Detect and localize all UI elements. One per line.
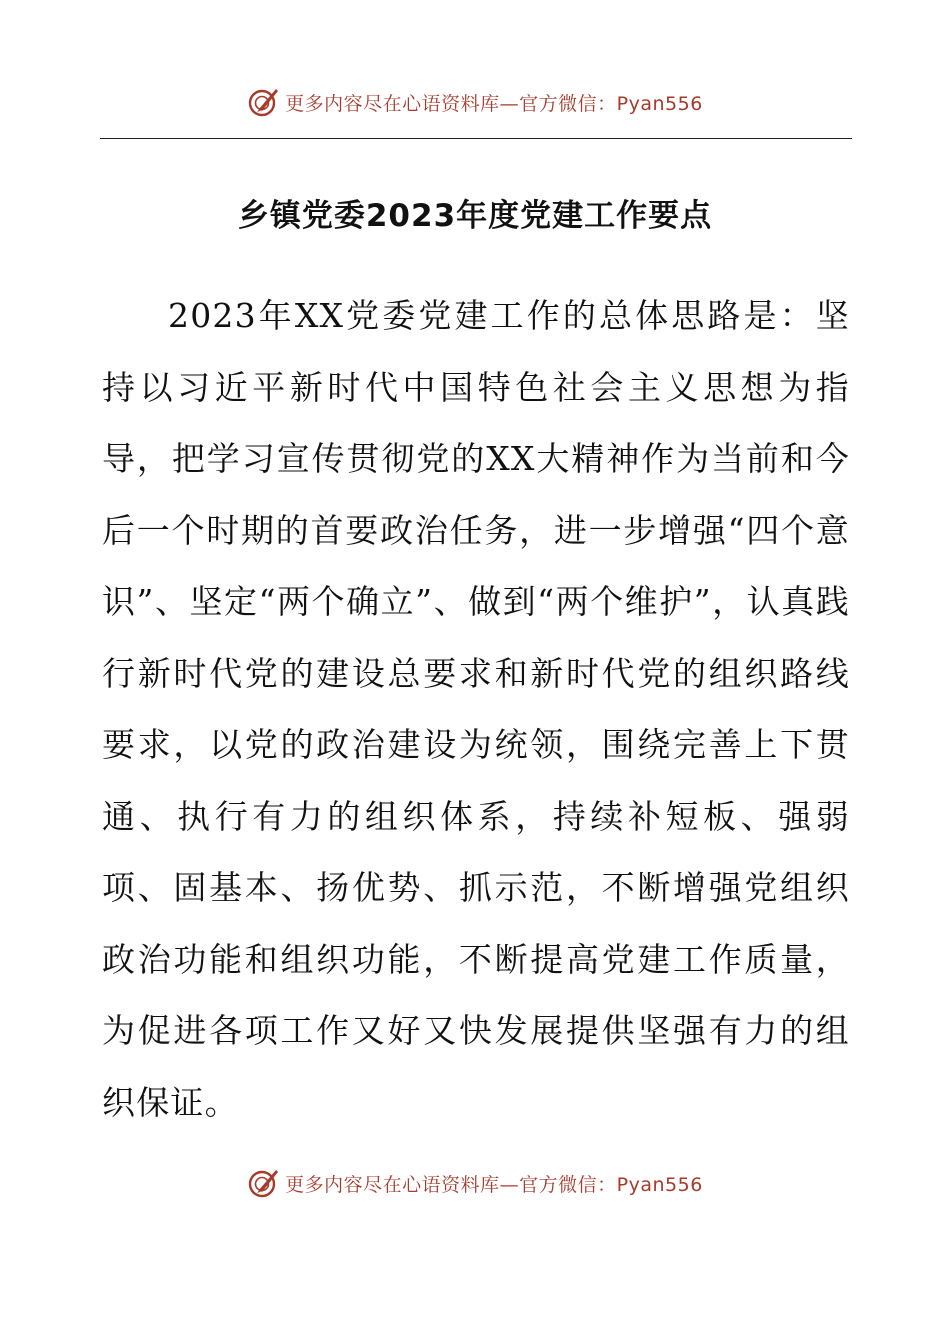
watermark-text: 更多内容尽在心语资料库—官方微信：Pyan556 (285, 92, 703, 115)
watermark-text: 更多内容尽在心语资料库—官方微信：Pyan556 (285, 1173, 703, 1196)
wechat-id: Pyan556 (616, 92, 703, 115)
document-title: 乡镇党委2023年度党建工作要点 (237, 198, 713, 234)
footer-watermark (0, 1163, 950, 1203)
header-watermark (0, 82, 950, 122)
body-paragraph: 2023年XX党委党建工作的总体思路是：坚持以习近平新时代中国特色社会主义思想为指导，把学习宣传贯彻党的XX大精神作为当前和今后一个时期的首要政治任务，进一步增强“四个意识”、坚定“两个确立”、做到“两个维护”，认真践行新时代党的建设总要求和新时代党的组织路线要求，以党的政治建设为统领，围绕完善上下贯通、执行有力的组织体系，持续补短板、强弱项、固基本、扬优势、抓示范，不断增强党组织政治功能和组织功能，不断提高党建工作质量，为促进各项工作又好又快发展提供坚强有力的组织保证。 (102, 296, 850, 1122)
quill-seal-icon (247, 1166, 281, 1200)
wechat-id: Pyan556 (616, 1173, 703, 1196)
header-divider (100, 138, 852, 139)
quill-seal-icon (247, 85, 281, 119)
